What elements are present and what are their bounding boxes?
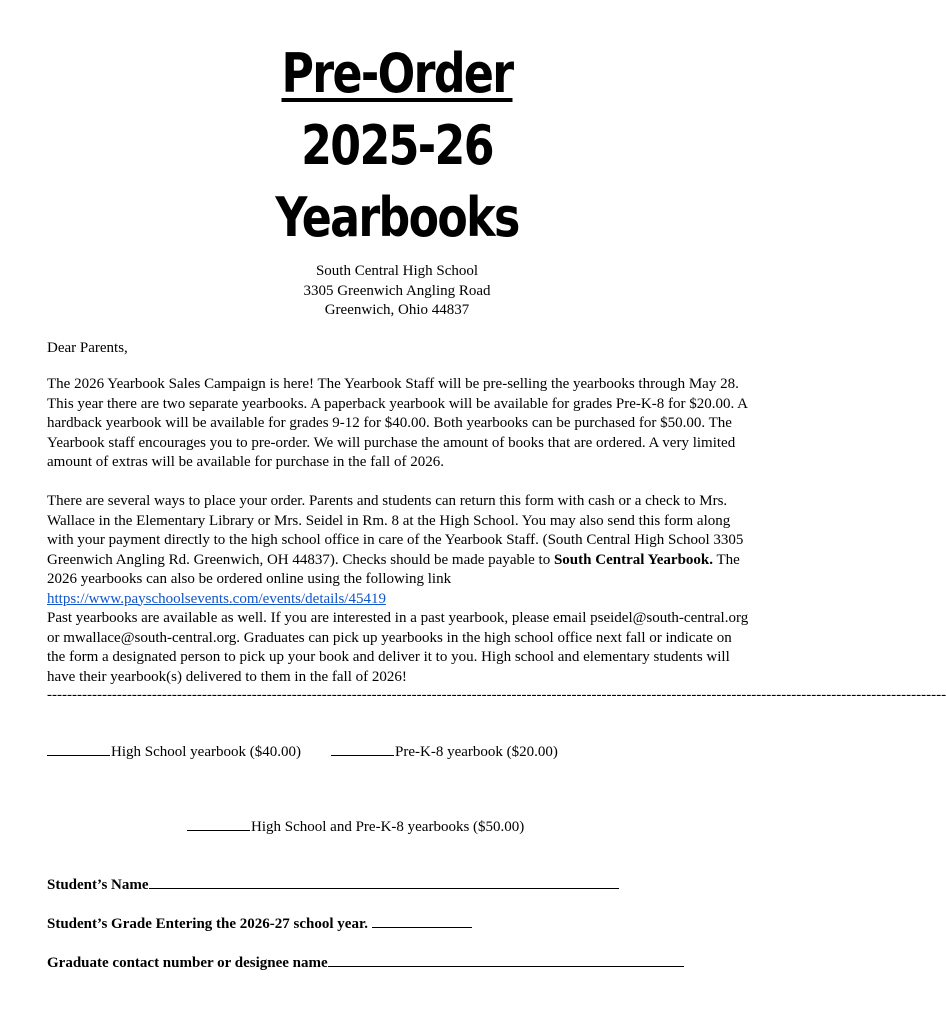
school-street: 3305 Greenwich Angling Road bbox=[303, 282, 491, 299]
title-line-preorder: Pre-Order bbox=[281, 42, 513, 105]
title-line-yearbooks: Yearbooks bbox=[275, 186, 519, 249]
school-name: South Central High School bbox=[315, 263, 479, 279]
order-option-label: Pre-K-8 yearbook ($20.00) bbox=[395, 744, 558, 760]
paragraph-ordering bbox=[47, 492, 750, 609]
ordering-text-after: The 2026 yearbooks can also be ordered online using the following link bbox=[47, 551, 740, 587]
ordering-text: There are several ways to place your order. Parents and students can return this form with cash or a check to Mrs. Wallace in the Elementary Library or Mrs. Seidel in Rm. 8 at the High School. You may also send this form along with your payment directly to the high school office in care of the Yearbook Staff. (South Central High School 3305 Greenwich Angling Rd. Greenwich, OH 44837). Checks should be made payable to bbox=[47, 493, 744, 568]
order-option-label: High School and Pre-K-8 yearbooks ($50.00) bbox=[251, 819, 525, 835]
cut-line-separator: ------------------------------------------------------------------------------------------------------------------------------------------------------------------------------------ bbox=[47, 687, 946, 703]
student-name-blank[interactable] bbox=[149, 874, 619, 889]
quantity-blank-prek8[interactable] bbox=[331, 741, 394, 756]
page-title bbox=[0, 38, 794, 254]
school-address bbox=[0, 262, 794, 321]
student-grade-label: Student’s Grade Entering the 2026-27 school year. bbox=[47, 916, 368, 932]
order-option-prek8 bbox=[331, 741, 558, 763]
paragraph-past-yearbooks: Past yearbooks are available as well. If you are interested in a past yearbook, please email pseidel@south-central.org or mwallace@south-central.org. Graduates can pick up yearbooks in the high school office next fall or indicate on the form a designated person to pick up your book and deliver it to you. High school and elementary students will have their yearbook(s) delivered to them in the fall of 2026! bbox=[47, 610, 749, 685]
student-name-label: Student’s Name bbox=[47, 877, 149, 893]
student-grade-field bbox=[47, 913, 473, 935]
order-option-label: High School yearbook ($40.00) bbox=[111, 744, 301, 760]
graduate-contact-blank[interactable] bbox=[328, 952, 684, 967]
greeting: Dear Parents, bbox=[47, 340, 128, 356]
payable-to: South Central Yearbook. bbox=[553, 551, 714, 568]
quantity-blank-both[interactable] bbox=[187, 816, 250, 831]
school-city: Greenwich, Ohio 44837 bbox=[324, 302, 470, 318]
title-line-year: 2025-26 bbox=[301, 114, 493, 177]
paragraph-campaign: The 2026 Yearbook Sales Campaign is here! The Yearbook Staff will be pre-selling the yearbooks through May 28. This year there are two separate yearbooks. A paperback yearbook will be available for grades Pre-K-8 for $20.00. A hardback yearbook will be available for grades 9-12 for $40.00. Both yearbooks can be purchased for $50.00. The Yearbook staff encourages you to pre-order. We will purchase the amount of books that are ordered. A very limited amount of extras will be available for purchase in the fall of 2026. bbox=[47, 376, 748, 470]
graduate-contact-field bbox=[47, 952, 685, 974]
order-online-link[interactable]: https://www.payschoolsevents.com/events/details/45419 bbox=[47, 590, 386, 607]
graduate-contact-label: Graduate contact number or designee name bbox=[47, 955, 328, 971]
quantity-blank-high-school[interactable] bbox=[47, 741, 110, 756]
order-option-both bbox=[187, 816, 524, 838]
student-grade-blank[interactable] bbox=[372, 913, 472, 928]
student-name-field bbox=[47, 874, 620, 896]
order-option-high-school bbox=[47, 741, 301, 763]
